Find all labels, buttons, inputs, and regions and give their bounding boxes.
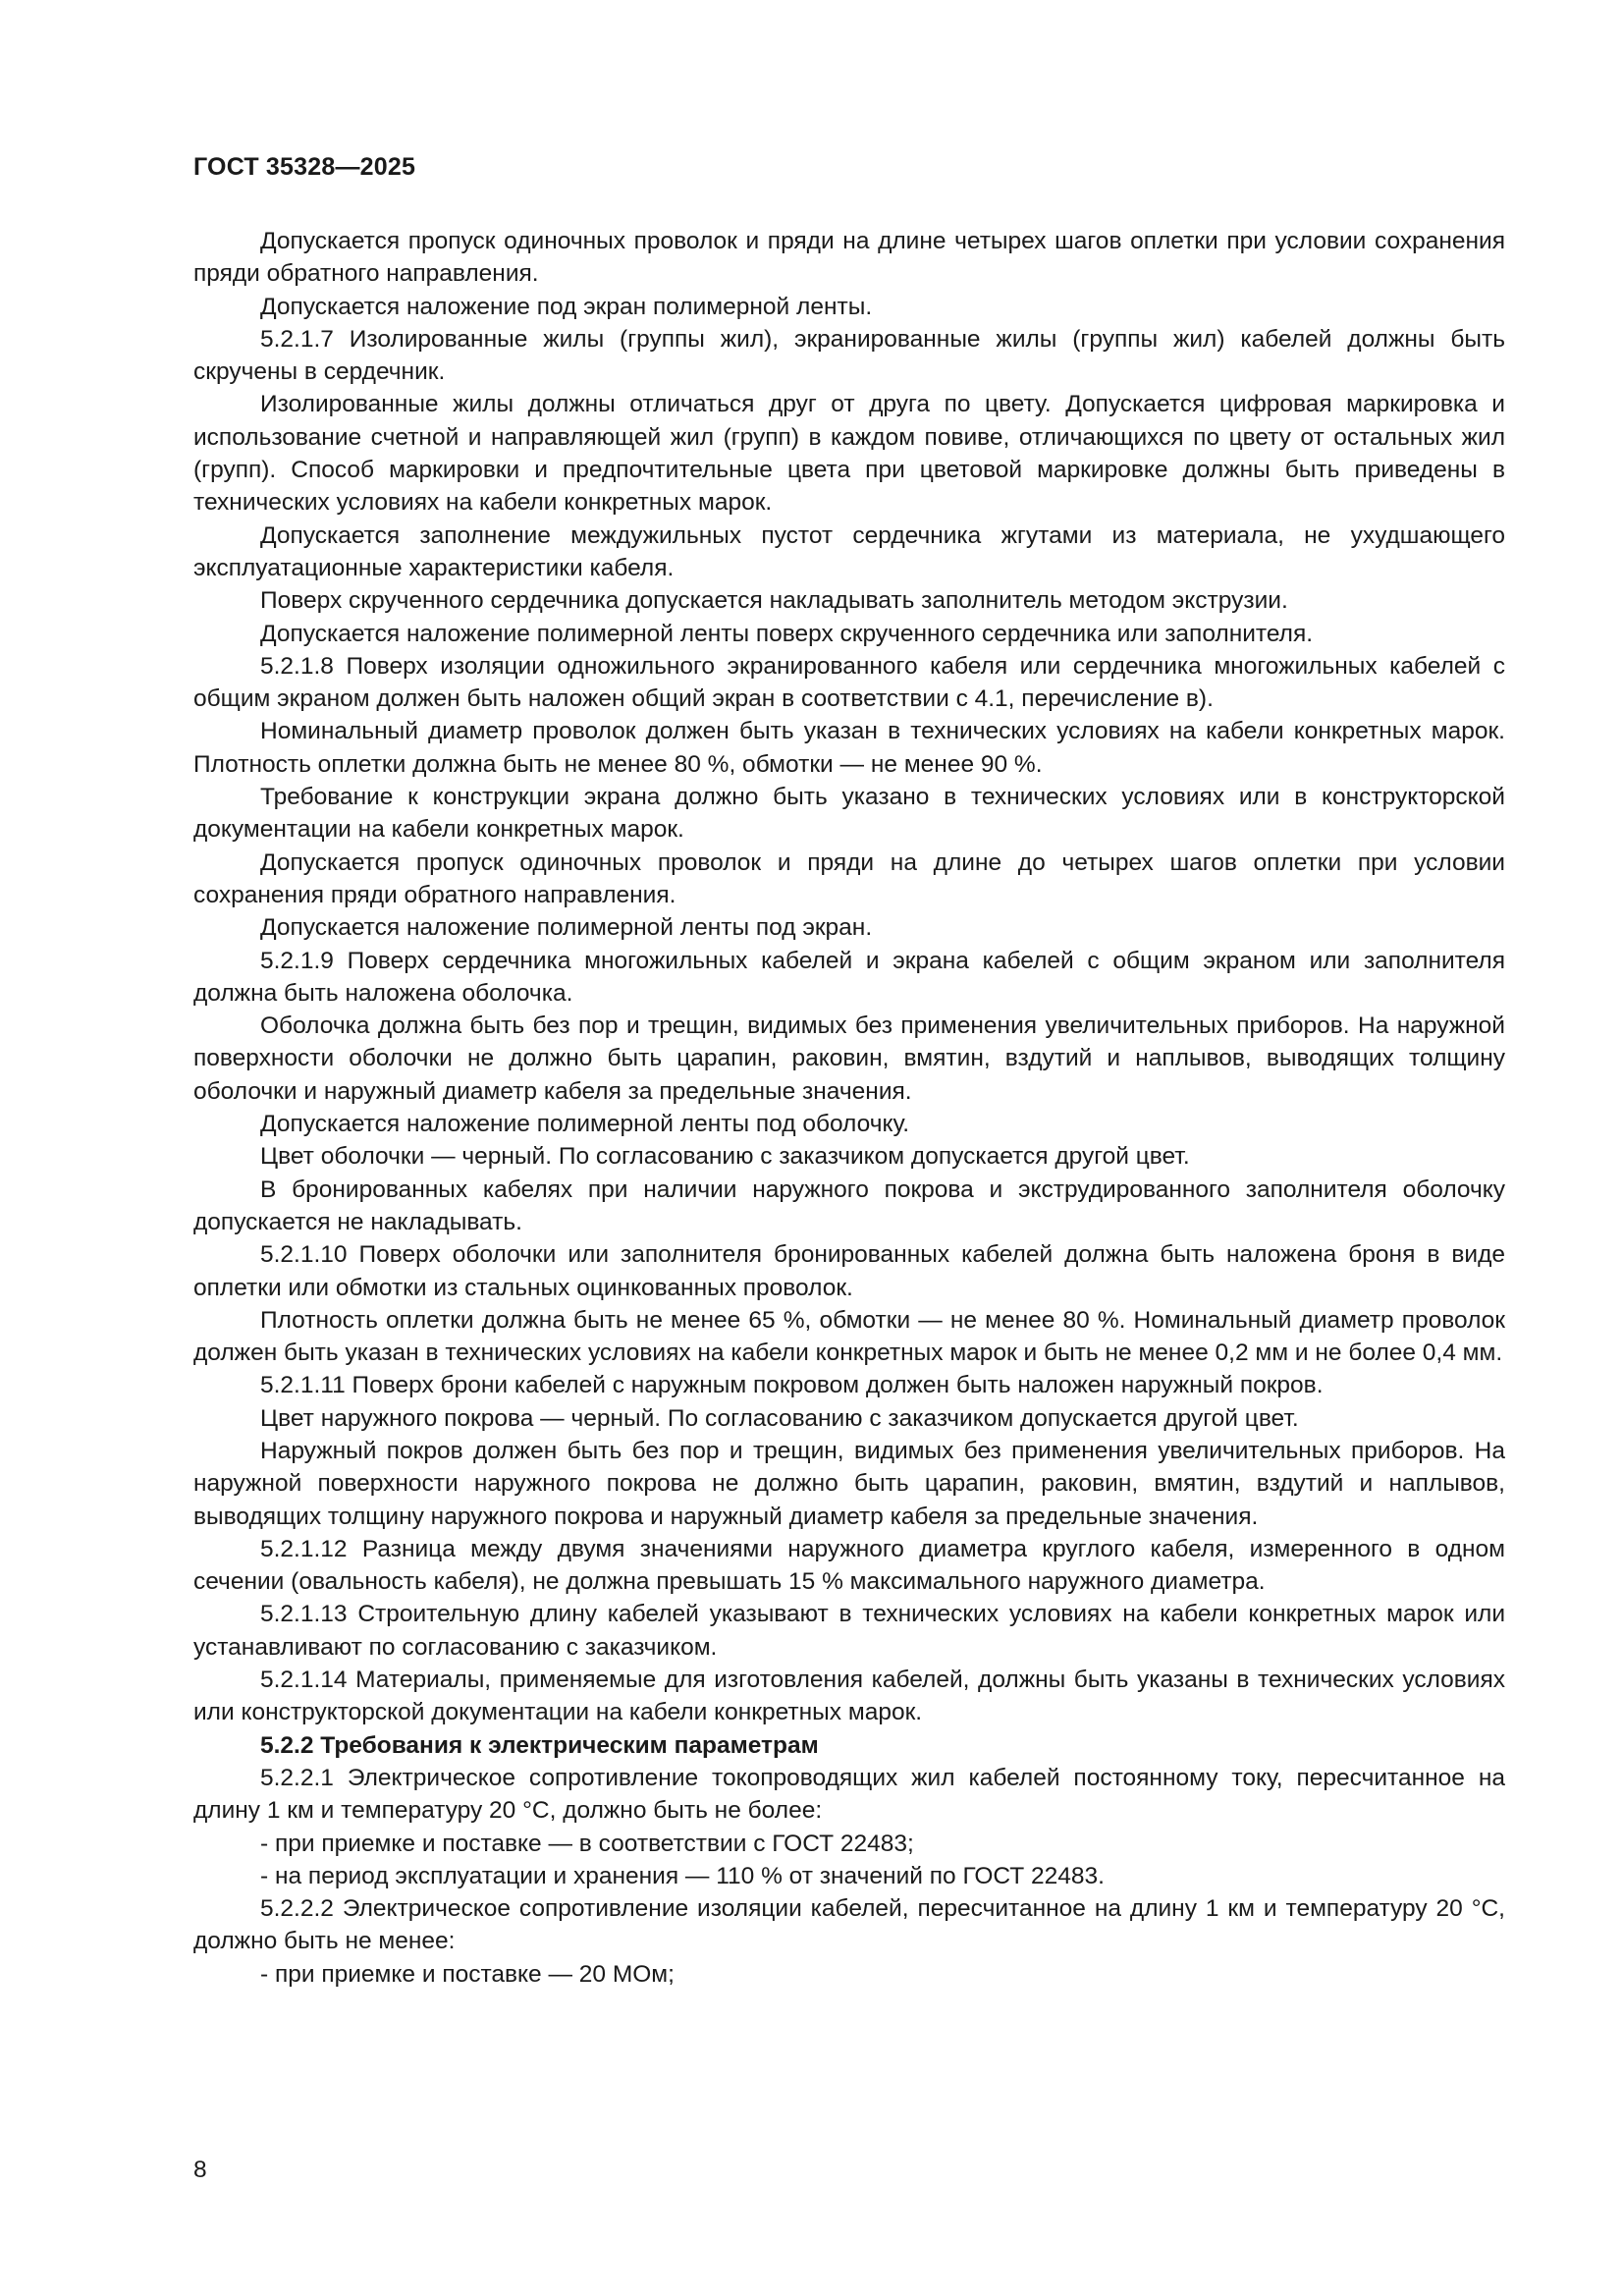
- paragraph: Допускается наложение полимерной ленты под экран.: [260, 914, 873, 942]
- paragraph: Допускается пропуск одиночных проволок и пряди на длине до четырех шагов оплетки при условии сохранения пряди обратного направления.: [193, 848, 1505, 908]
- clause-5-2-1-10: 5.2.1.10 Поверх оболочки или заполнителя бронированных кабелей должна быть наложена броня в виде оплетки или обмотки из стальных оцинкованных проволок.: [193, 1241, 1505, 1301]
- paragraph: Допускается наложение полимерной ленты поверх скрученного сердечника или заполнителя.: [260, 620, 1314, 647]
- clause-5-2-1-11: 5.2.1.11 Поверх брони кабелей с наружным покровом должен быть наложен наружный покров.: [260, 1372, 1324, 1399]
- paragraph: Цвет наружного покрова — черный. По согласованию с заказчиком допускается другой цвет.: [260, 1404, 1299, 1432]
- paragraph: Цвет оболочки — черный. По согласованию с заказчиком допускается другой цвет.: [260, 1143, 1190, 1171]
- paragraph: Номинальный диаметр проволок должен быть указан в технических условиях на кабели конкретных марок. Плотность оплетки должна быть не менее 80 %, обмотки — не менее 90 %.: [193, 718, 1505, 778]
- clause-5-2-1-7: 5.2.1.7 Изолированные жилы (группы жил), экранированные жилы (группы жил) кабелей должны быть скручены в сердечник.: [193, 325, 1505, 386]
- clause-5-2-1-8: 5.2.1.8 Поверх изоляции одножильного экранированного кабеля или сердечника многожильных кабелей с общим экраном должен быть наложен общий экран в соответствии с 4.1, перечисление в).: [193, 652, 1505, 713]
- clause-5-2-1-9: 5.2.1.9 Поверх сердечника многожильных кабелей и экрана кабелей с общим экраном или заполнителя должна быть наложена оболочка.: [193, 947, 1505, 1007]
- document-code: ГОСТ 35328—2025: [193, 153, 416, 181]
- paragraph: Наружный покров должен быть без пор и трещин, видимых без применения увеличительных приборов. На наружной поверхности наружного покрова не должно быть царапин, раковин, вмятин, вздутий и наплывов, выводящих толщину наружного покрова и наружный диаметр кабеля за предельные значения.: [193, 1437, 1505, 1530]
- clause-5-2-1-13: 5.2.1.13 Строительную длину кабелей указывают в технических условиях на кабели конкретных марок или устанавливают по согласованию с заказчиком.: [193, 1601, 1505, 1661]
- paragraph: Плотность оплетки должна быть не менее 65 %, обмотки — не менее 80 %. Номинальный диаметр проволок должен быть указан в технических условиях на кабели конкретных марок и быть не менее 0,2 мм и не более 0,4 мм.: [193, 1306, 1505, 1367]
- paragraph: Требование к конструкции экрана должно быть указано в технических условиях или в конструкторской документации на кабели конкретных марок.: [193, 784, 1505, 844]
- list-item: - при приемке и поставке — в соответствии с ГОСТ 22483;: [260, 1830, 914, 1857]
- page-number: 8: [193, 2157, 207, 2183]
- page-content: [193, 225, 1505, 1991]
- paragraph: Поверх скрученного сердечника допускается накладывать заполнитель методом экструзии.: [260, 587, 1288, 615]
- clause-5-2-1-14: 5.2.1.14 Материалы, применяемые для изготовления кабелей, должны быть указаны в технических условиях или конструкторской документации на кабели конкретных марок.: [193, 1667, 1505, 1726]
- paragraph: Допускается наложение под экран полимерной ленты.: [260, 293, 873, 320]
- paragraph: Допускается заполнение междужильных пустот сердечника жгутами из материала, не ухудшающего эксплуатационные характеристики кабеля.: [193, 521, 1505, 581]
- paragraph: В бронированных кабелях при наличии наружного покрова и экструдированного заполнителя оболочку допускается не накладывать.: [193, 1175, 1505, 1235]
- paragraph: Допускается наложение полимерной ленты под оболочку.: [260, 1111, 910, 1138]
- paragraph: Допускается пропуск одиночных проволок и пряди на длине четырех шагов оплетки при условии сохранения пряди обратного направления.: [193, 228, 1505, 288]
- clause-5-2-2-2: 5.2.2.2 Электрическое сопротивление изоляции кабелей, пересчитанное на длину 1 км и температуру 20 °С, должно быть не менее:: [193, 1895, 1505, 1955]
- paragraph: Оболочка должна быть без пор и трещин, видимых без применения увеличительных приборов. На наружной поверхности оболочки не должно быть царапин, раковин, вмятин, вздутий и наплывов, выводящих толщину оболочки и наружный диаметр кабеля за предельные значения.: [193, 1012, 1505, 1105]
- clause-5-2-2-1: 5.2.2.1 Электрическое сопротивление токопроводящих жил кабелей постоянному току, пересчитанное на длину 1 км и температуру 20 °С, должно быть не более:: [193, 1764, 1505, 1825]
- section-heading-5-2-2: 5.2.2 Требования к электрическим параметрам: [260, 1731, 819, 1759]
- list-item: - на период эксплуатации и хранения — 110 % от значений по ГОСТ 22483.: [260, 1862, 1105, 1889]
- clause-5-2-1-12: 5.2.1.12 Разница между двумя значениями наружного диаметра круглого кабеля, измеренного в одном сечении (овальность кабеля), не должна превышать 15 % максимального наружного диаметра.: [193, 1535, 1505, 1596]
- paragraph: Изолированные жилы должны отличаться друг от друга по цвету. Допускается цифровая маркировка и использование счетной и направляющей жил (групп) в каждом повиве, отличающихся по цвету от остальных жил (групп). Способ маркировки и предпочтительные цвета при цветовой маркировке должны быть приведены в технических условиях на кабели конкретных марок.: [193, 391, 1505, 517]
- list-item: - при приемке и поставке — 20 МОм;: [260, 1960, 675, 1988]
